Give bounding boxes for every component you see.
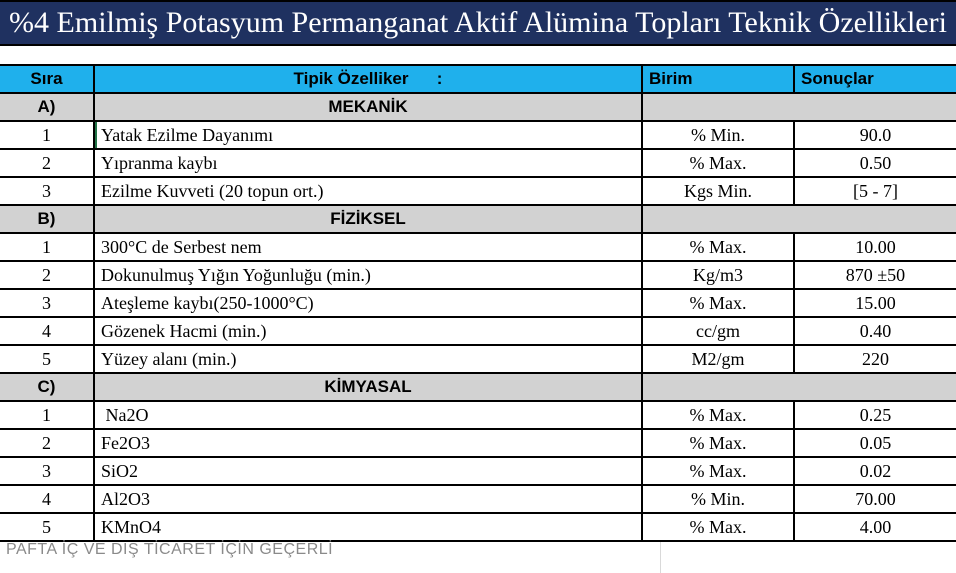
cell-sonuc[interactable]: 0.02 [859, 460, 892, 481]
cell-birim[interactable]: Kgs Min. [643, 178, 795, 204]
cell-ozellik[interactable]: Dokunulmuş Yığın Yoğunluğu (min.) [95, 262, 643, 288]
cell-sira[interactable]: 3 [0, 290, 95, 316]
section-empty-cell[interactable] [643, 374, 956, 400]
cell-sira[interactable]: 2 [0, 430, 95, 456]
cell-ozellik[interactable]: SiO2 [95, 458, 643, 484]
cell-birim[interactable]: % Max. [643, 458, 795, 484]
section-row [0, 374, 956, 402]
cell-sonuc[interactable]: 0.05 [859, 432, 892, 453]
cell-sonuc[interactable]: 0.50 [859, 152, 892, 173]
section-empty-cell[interactable] [643, 206, 956, 232]
cell-sira[interactable]: 2 [0, 262, 95, 288]
title-bar [0, 0, 956, 46]
cell-sonuc[interactable]: 15.00 [855, 292, 896, 313]
section-row [0, 206, 956, 234]
col-header-sira[interactable]: Sıra [0, 66, 95, 92]
cell-birim[interactable]: % Max. [643, 514, 795, 540]
table-row [0, 262, 956, 290]
cell-birim[interactable]: % Max. [643, 150, 795, 176]
cell-ozellik[interactable]: Ezilme Kuvveti (20 topun ort.) [95, 178, 643, 204]
cell-sira[interactable]: 1 [0, 402, 95, 428]
page-title: %4 Emilmiş Potasyum Permanganat Aktif Alümina Topları Teknik Özellikleri [9, 6, 947, 39]
cell-sonuc[interactable]: [5 - 7] [853, 180, 898, 201]
cell-birim[interactable]: % Min. [643, 122, 795, 148]
cell-birim[interactable]: % Max. [643, 234, 795, 260]
cell-sira[interactable]: 3 [0, 178, 95, 204]
table-row [0, 234, 956, 262]
cell-sira[interactable]: 5 [0, 346, 95, 372]
selected-cell[interactable]: Yatak Ezilme Dayanımı [95, 122, 643, 148]
cell-sonuc[interactable]: 0.40 [859, 320, 892, 341]
section-row [0, 94, 956, 122]
cell-sira[interactable]: 3 [0, 458, 95, 484]
table-row [0, 346, 956, 374]
cell-birim[interactable]: % Max. [643, 402, 795, 428]
cell-birim[interactable]: % Min. [643, 486, 795, 512]
cell-ozellik[interactable]: Gözenek Hacmi (min.) [95, 318, 643, 344]
section-empty-cell[interactable] [643, 94, 956, 120]
section-label[interactable]: MEKANİK [95, 94, 643, 120]
cell-ozellik[interactable]: 300°C de Serbest nem [95, 234, 643, 260]
table-body [0, 94, 956, 542]
cell-sonuc[interactable]: 870 ±50 [845, 264, 906, 285]
cell-sonuc[interactable]: 10.00 [855, 236, 896, 257]
table-row [0, 430, 956, 458]
spec-table [0, 64, 956, 542]
col-header-birim[interactable]: Birim [643, 66, 795, 92]
cell-ozellik[interactable]: Fe2O3 [95, 430, 643, 456]
table-row [0, 318, 956, 346]
header-row [0, 66, 956, 94]
cell-ozellik[interactable]: Yüzey alanı (min.) [95, 346, 643, 372]
cell-sira[interactable]: C) [0, 374, 95, 400]
cell-ozellik[interactable]: Yıpranma kaybı [95, 150, 643, 176]
cell-birim[interactable]: % Max. [643, 430, 795, 456]
cell-sonuc[interactable]: 0.25 [859, 404, 892, 425]
section-label[interactable]: FİZİKSEL [95, 206, 643, 232]
cell-sira[interactable]: 2 [0, 150, 95, 176]
cell-birim[interactable]: Kg/m3 [643, 262, 795, 288]
table-row [0, 458, 956, 486]
cell-sira[interactable]: 5 [0, 514, 95, 540]
cell-sira[interactable]: 1 [0, 122, 95, 148]
table-row [0, 150, 956, 178]
cell-sonuc[interactable]: 220 [862, 348, 889, 369]
column-divider [660, 542, 661, 573]
cell-birim[interactable]: M2/gm [643, 346, 795, 372]
cell-sira[interactable]: B) [0, 206, 95, 232]
table-row [0, 402, 956, 430]
cell-sonuc[interactable]: 4.00 [859, 516, 892, 537]
cell-birim[interactable]: cc/gm [643, 318, 795, 344]
cell-ozellik[interactable]: Al2O3 [95, 486, 643, 512]
table-row [0, 290, 956, 318]
table-row [0, 122, 956, 150]
table-row [0, 178, 956, 206]
table-row [0, 486, 956, 514]
cell-birim[interactable]: % Max. [643, 290, 795, 316]
cell-sira[interactable]: 4 [0, 318, 95, 344]
section-label[interactable]: KİMYASAL [95, 374, 643, 400]
cell-sira[interactable]: A) [0, 94, 95, 120]
cell-sira[interactable]: 4 [0, 486, 95, 512]
cell-ozellik[interactable]: Ateşleme kaybı(250-1000°C) [95, 290, 643, 316]
footer-note: PAFTA İÇ VE DIŞ TİCARET İÇİN GEÇERLİ [6, 541, 334, 558]
table-row [0, 514, 956, 542]
cell-sonuc[interactable]: 90.0 [859, 124, 892, 145]
cell-ozellik[interactable]: KMnO4 [95, 514, 643, 540]
col-header-ozellik[interactable]: Tipik Özelliker : [95, 66, 643, 92]
cell-sira[interactable]: 1 [0, 234, 95, 260]
cell-sonuc[interactable]: 70.00 [855, 488, 896, 509]
col-header-sonuc[interactable]: Sonuçlar [801, 69, 874, 88]
cell-ozellik[interactable]: Na2O [95, 402, 643, 428]
